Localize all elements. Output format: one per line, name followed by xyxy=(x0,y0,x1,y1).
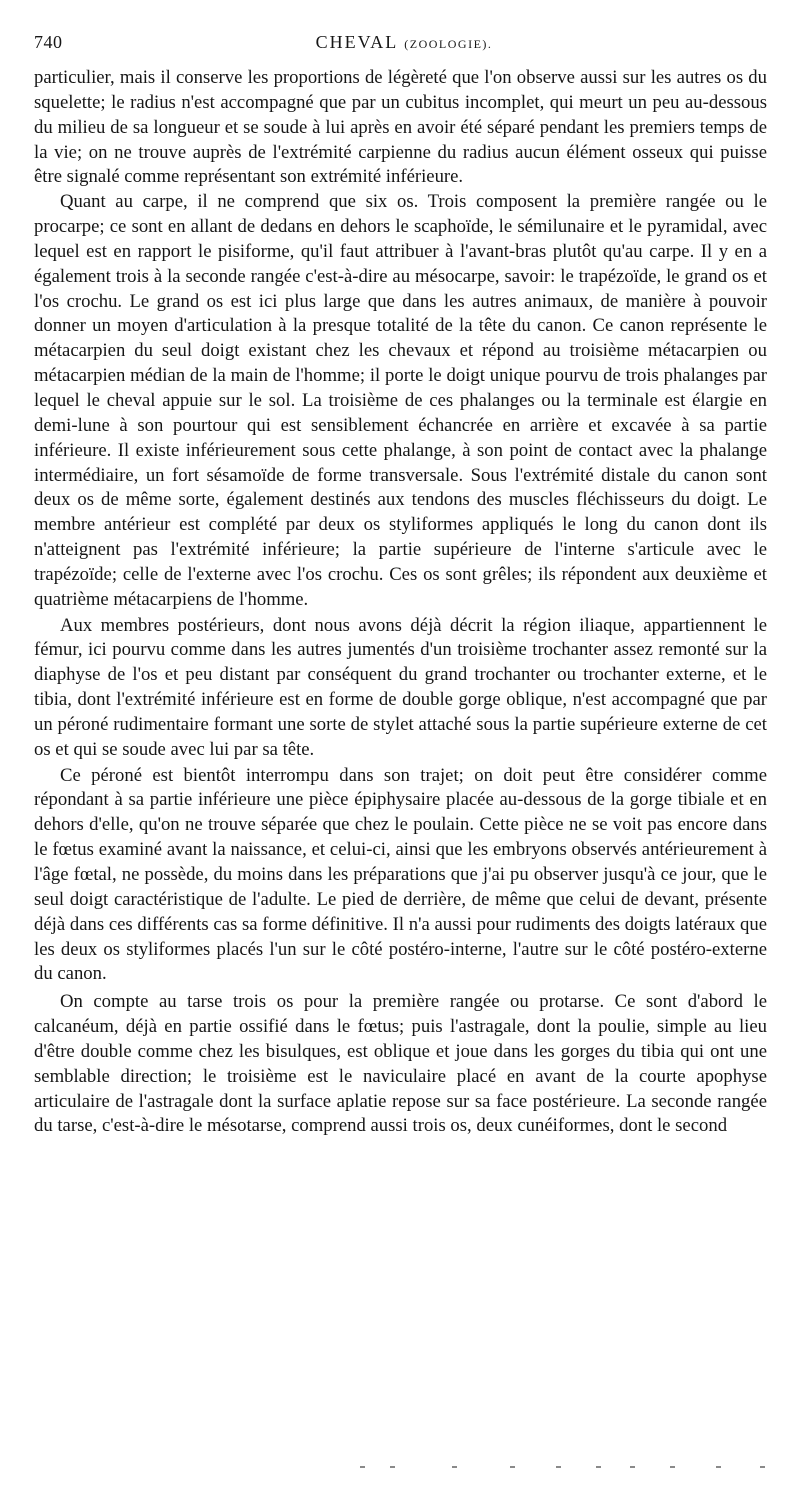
paragraph-continuation: particulier, mais il conserve les proportions de légèreté que l'on observe aussi sur les autres os du squelette; le radius n'est accompagné que par un cubitus incomplet, qui meurt un peu au-dessous du milieu de sa longueur et se soude à lui après en avoir été séparé pendant les premiers temps de la vie; on ne trouve auprès de l'extrémité carpienne du radius aucun élément osseux qui puisse être signalé comme représentant son extrémité inférieure. xyxy=(34,67,767,188)
page-number: 740 xyxy=(34,32,63,52)
header-title-main: CHEVAL xyxy=(315,32,399,52)
paragraph-perone: Ce péroné est bientôt interrompu dans son trajet; on doit peut être considérer comme répondant à sa partie inférieure une pièce épiphysaire placée au-dessous de la gorge tibiale et en dehors d'elle, qu'on ne trouve séparée que chez le poulain. Cette pièce ne se voit pas encore dans le fœtus examiné avant la naissance, et celui-ci, ainsi que les embryons observés antérieurement à l'âge fœtal, ne possède, du moins dans les préparations que j'ai pu observer jusqu'à ce jour, que le seul doigt caractéristique de l'adulte. Le pied de derrière, de même que celui de devant, présente déjà dans ces différents cas sa forme définitive. Il n'a aussi pour rudiments des doigts latéraux que les deux os styliformes placés l'un sur le côté postéro-interne, l'autre sur le côté postéro-externe du canon. xyxy=(34,764,767,985)
header-title xyxy=(34,32,774,53)
header-title-subtitle: (ZOOLOGIE). xyxy=(404,37,493,51)
running-header xyxy=(34,30,774,60)
paragraph-carpe: Quant au carpe, il ne comprend que six os. Trois composent la première rangée ou le procarpe; ce sont en allant de dedans en dehors le scaphoïde, le sémilunaire et le pyramidal, avec lequel est en rapport le pisiforme, qu'il faut attribuer à l'avant-bras plutôt qu'au carpe. Il y en a également trois à la seconde rangée c'est-à-dire au mésocarpe, savoir: le trapézoïde, le grand os et l'os crochu. Le grand os est ici plus large que dans les autres animaux, de manière à pouvoir donner un moyen d'articulation à la presque totalité de la tête du canon. Ce canon représente le métacarpien du seul doigt existant chez les chevaux et répond au troisième métacarpien ou métacarpien médian de la main de l'homme; il porte le doigt unique pourvu de trois phalanges par lequel le cheval appuie sur le sol. La troisième de ces phalanges ou la terminale est élargie en demi-lune à son pourtour qui est sensiblement échancrée en arrière et excavée à sa partie inférieure. Il existe inférieurement sous cette phalange, à son point de contact avec la phalange intermédiaire, un fort sésamoïde de forme transversale. Sous l'extrémité distale du canon sont deux os de même sorte, également destinés aux tendons des muscles fléchisseurs du doigt. Le membre antérieur est complété par deux os styliformes appliqués le long du canon dont ils n'atteignent pas l'extrémité inférieure; la partie supérieure de l'interne s'articule avec le trapézoïde; celle de l'externe avec l'os crochu. Ces os sont grêles; ils répondent aux deuxième et quatrième métacarpiens de l'homme. xyxy=(34,191,767,610)
print-specks xyxy=(360,1466,780,1474)
paragraph-membres-posterieurs: Aux membres postérieurs, dont nous avons déjà décrit la région iliaque, appartiennent le fémur, ici pourvu comme dans les autres jumentés d'un troisième trochanter assez remonté sur la diaphyse de l'os et peu distant par conséquent du grand trochanter ou trochanter externe, et le tibia, dont l'extrémité inférieure est en forme de double gorge oblique, n'est accompagné que par un péroné rudimentaire formant une sorte de stylet attaché sous la partie supérieure externe de cet os et qui se soude avec lui par sa tête. xyxy=(34,614,767,760)
body-text xyxy=(34,66,767,1139)
paragraph-tarse: On compte au tarse trois os pour la première rangée ou protarse. Ce sont d'abord le calcanéum, déjà en partie ossifié dans le fœtus; puis l'astragale, dont la poulie, simple au lieu d'être double comme chez les bisulques, est oblique et joue dans les gorges du tibia qui ont une semblable direction; le troisième est le naviculaire placé en avant de la courte apophyse articulaire de l'astragale dont la surface aplatie repose sur sa face postérieure. La seconde rangée du tarse, c'est-à-dire le mésotarse, comprend aussi trois os, deux cunéiformes, dont le second xyxy=(34,991,767,1137)
